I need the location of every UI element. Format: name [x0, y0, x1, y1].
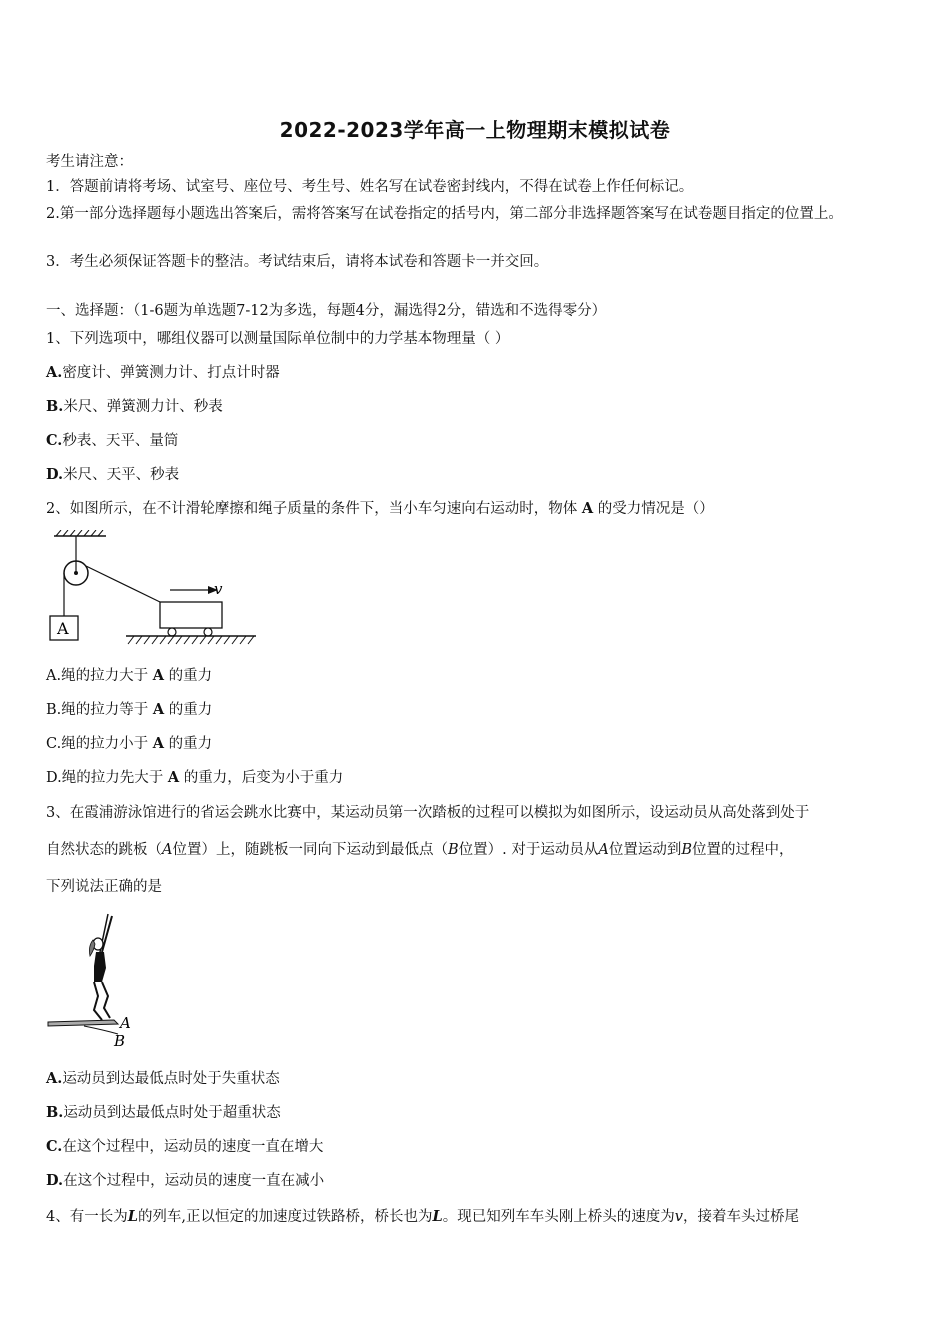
notice-item-3: 3．考生必须保证答题卡的整洁。考试结束后，请将本试卷和答题卡一并交回。 — [46, 254, 549, 270]
q2-option-b: B.绳的拉力等于 A 的重力 — [46, 701, 213, 718]
q3-line-3: 下列说法正确的是 — [46, 879, 162, 895]
notice-item-1: 1．答题前请将考场、试室号、座位号、考生号、姓名写在试卷密封线内，不得在试卷上作任何标记。 — [46, 179, 694, 195]
q2-option-a: A.绳的拉力大于 A 的重力 — [46, 667, 213, 684]
velocity-label: v — [214, 580, 223, 598]
q3-option-c: C.在这个过程中，运动员的速度一直在增大 — [46, 1138, 324, 1155]
notice-heading: 考生请注意： — [46, 154, 133, 170]
pulley-cart-figure — [44, 530, 264, 650]
q3-line-2: 自然状态的跳板（A位置）上，随跳板一同向下运动到最低点（B位置）. 对于运动员从A位置运动到B位置的过程中， — [46, 842, 794, 858]
q1-stem: 1、下列选项中，哪组仪器可以测量国际单位制中的力学基本物理量（ ） — [46, 331, 510, 347]
block-a-label: A — [57, 619, 69, 638]
position-a-label: A — [120, 1014, 131, 1032]
q2-stem: 2、如图所示，在不计滑轮摩擦和绳子质量的条件下，当小车匀速向右运动时，物体 A 的受力情况是（） — [46, 500, 714, 517]
diving-board — [48, 1020, 118, 1026]
q3-option-a: A.运动员到达最低点时处于失重状态 — [46, 1070, 280, 1087]
q1-option-b: B.米尺、弹簧测力计、秒表 — [46, 398, 223, 415]
q3-line-1: 3、在霞浦游泳馆进行的省运会跳水比赛中，某运动员第一次踏板的过程可以模拟为如图所示，设运动员从高处落到处于 — [46, 805, 810, 821]
q1-option-d: D.米尺、天平、秒表 — [46, 466, 180, 483]
notice-item-2: 2.第一部分选择题每小题选出答案后，需将答案写在试卷指定的括号内，第二部分非选择题答案写在试卷题目指定的位置上。 — [46, 206, 843, 222]
page-title: 2022-2023学年高一上物理期末模拟试卷 — [279, 118, 671, 142]
section-heading: 一、选择题：（1-6题为单选题7-12为多选，每题4分，漏选得2分，错选和不选得零分） — [46, 303, 607, 319]
q2-option-d: D.绳的拉力先大于 A 的重力，后变为小于重力 — [46, 769, 344, 786]
cart — [160, 602, 222, 628]
q2-option-c: C.绳的拉力小于 A 的重力 — [46, 735, 213, 752]
q3-option-b: B.运动员到达最低点时处于超重状态 — [46, 1104, 281, 1121]
q3-option-d: D.在这个过程中，运动员的速度一直在减小 — [46, 1172, 325, 1189]
position-b-label: B — [114, 1032, 126, 1050]
diver-figure — [44, 908, 144, 1050]
q4-stem: 4、有一长为L的列车,正以恒定的加速度过铁路桥，桥长也为L。现已知列车车头刚上桥头的速度为v，接着车头过桥尾 — [46, 1208, 799, 1225]
q1-option-a: A.密度计、弹簧测力计、打点计时器 — [46, 364, 280, 381]
q1-option-c: C.秒表、天平、量筒 — [46, 432, 179, 449]
